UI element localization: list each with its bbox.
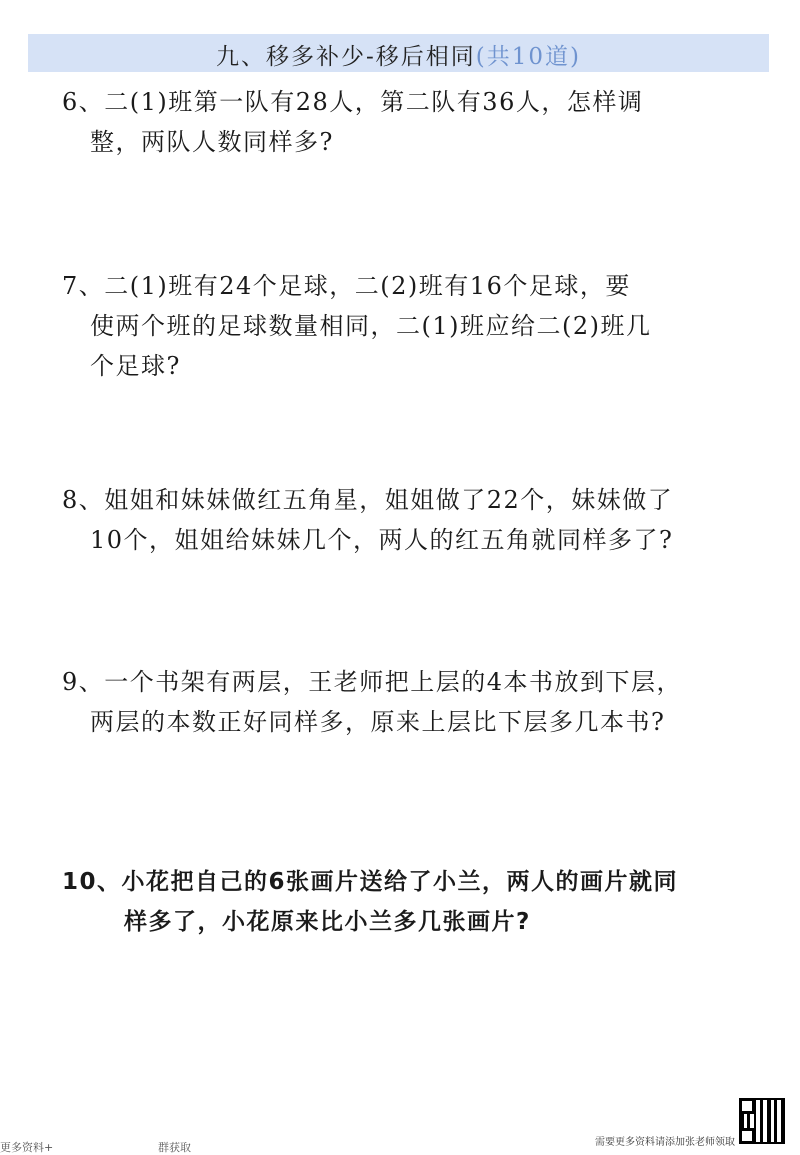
question-6-line-1: 6、二(1)班第一队有28人，第二队有36人，怎样调: [62, 88, 644, 116]
footer-left-text: 更多资料+: [0, 1141, 54, 1154]
question-7-line-3: 个足球?: [90, 352, 181, 380]
question-10-line-1: 10、小花把自己的6张画片送给了小兰，两人的画片就同: [62, 869, 679, 895]
question-7: [62, 266, 652, 386]
question-6: [62, 82, 643, 162]
question-8-line-1: 8、姐姐和妹妹做红五角星，姐姐做了22个，妹妹做了: [62, 486, 674, 514]
question-8: [62, 480, 673, 560]
footer-right-text: 需要更多资料请添加张老师领取: [595, 1137, 735, 1148]
qr-code-icon: [739, 1098, 785, 1144]
section-title-bar: [28, 34, 769, 72]
question-8-line-2: 10个，姐姐给妹妹几个，两人的红五角就同样多了?: [90, 526, 674, 554]
footer-middle-text: 群获取: [158, 1141, 191, 1154]
question-7-line-1: 7、二(1)班有24个足球，二(2)班有16个足球，要: [62, 272, 631, 300]
section-title: 九、移多补少-移后相同: [216, 44, 476, 70]
question-count: (共10道): [475, 44, 581, 70]
question-9-line-1: 9、一个书架有两层，王老师把上层的4本书放到下层，: [62, 668, 683, 696]
question-9-line-2: 两层的本数正好同样多，原来上层比下层多几本书?: [90, 708, 666, 736]
question-6-line-2: 整，两队人数同样多?: [90, 128, 334, 156]
question-9: [62, 662, 682, 742]
question-7-line-2: 使两个班的足球数量相同，二(1)班应给二(2)班几: [90, 312, 652, 340]
question-10-line-2: 样多了，小花原来比小兰多几张画片?: [124, 909, 531, 935]
question-10: [62, 862, 678, 942]
